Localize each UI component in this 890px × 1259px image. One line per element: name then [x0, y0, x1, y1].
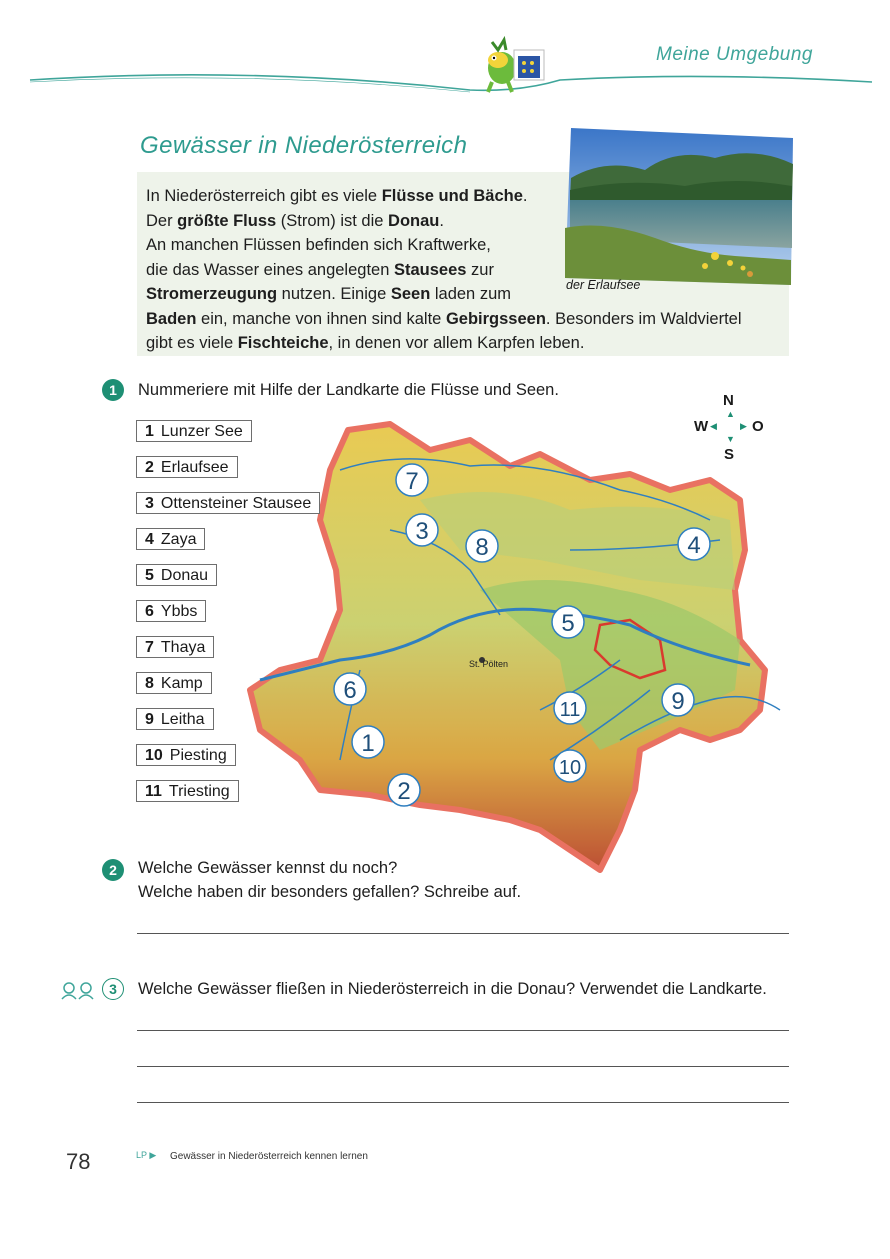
map-circle-10 [554, 750, 586, 782]
answer-line-task3-1[interactable] [137, 1030, 789, 1031]
intro-bold-term: Seen [390, 285, 431, 303]
label-number: 4 [145, 531, 154, 548]
partner-work-icon [60, 981, 96, 1001]
map-circle-3 [406, 514, 438, 546]
intro-bold-term: Fischteiche [237, 334, 329, 352]
label-name: Zaya [160, 531, 197, 548]
task-1-instruction: Nummeriere mit Hilfe der Landkarte die Flüsse und Seen. [138, 381, 559, 399]
page-number: 78 [66, 1149, 91, 1174]
intro-text-segment: ein, manche von ihnen sind kalte [196, 309, 446, 328]
label-box-3 [136, 492, 320, 514]
svg-text:7: 7 [405, 468, 419, 495]
task-2-line-2: Welche haben dir besonders gefallen? Schreibe auf. [138, 883, 522, 901]
svg-text:11: 11 [559, 699, 581, 721]
label-name: Piesting [169, 747, 227, 764]
intro-text [146, 184, 776, 356]
intro-line [146, 233, 776, 258]
task-number-3: 3 [102, 978, 124, 1000]
photo-caption: der Erlaufsee [566, 278, 641, 292]
label-name: Ybbs [160, 603, 198, 620]
intro-text-segment: laden zum [430, 285, 511, 303]
intro-text-segment: (Strom) ist die [276, 211, 389, 230]
answer-line-task2[interactable] [137, 933, 789, 934]
intro-bold-term: Stausees [393, 260, 467, 279]
label-box-10 [136, 744, 236, 766]
intro-bold-term: Gebirgsseen [445, 309, 546, 328]
label-box-2 [136, 456, 238, 478]
label-number: 7 [145, 639, 154, 656]
compass-o: O [752, 418, 764, 435]
label-name: Thaya [160, 639, 206, 656]
answer-line-task3-2[interactable] [137, 1066, 789, 1067]
intro-text-segment: gibt es viele [146, 334, 238, 352]
arrow-right-icon: ▶ [740, 421, 747, 431]
label-number: 1 [145, 423, 154, 440]
svg-text:2: 2 [397, 778, 411, 805]
intro-line [146, 209, 776, 234]
task-2-line-1: Welche Gewässer kennst du noch? [138, 859, 398, 877]
intro-text-segment: Der [146, 211, 178, 230]
compass-w: W [694, 418, 709, 435]
label-box-11 [136, 780, 239, 802]
label-name: Ottensteiner Stausee [160, 495, 312, 512]
label-number: 10 [145, 747, 163, 764]
svg-text:9: 9 [671, 688, 685, 715]
svg-text:10: 10 [558, 757, 582, 779]
page-title: Gewässer in Niederösterreich [140, 132, 468, 159]
label-box-4 [136, 528, 205, 550]
answer-line-task3-3[interactable] [137, 1102, 789, 1103]
task-3-instruction: Welche Gewässer fließen in Niederösterreich in die Donau? Verwendet die Landkarte. [138, 980, 767, 998]
map-circle-8 [466, 530, 498, 562]
map-circle-9 [662, 684, 694, 716]
intro-text-segment: . [522, 187, 528, 205]
svg-text:3: 3 [415, 518, 429, 545]
label-name: Donau [160, 567, 209, 584]
map-circle-11 [554, 692, 586, 724]
compass-s: S [724, 446, 735, 463]
section-title: Meine Umgebung [656, 44, 813, 65]
intro-line [146, 184, 776, 209]
svg-text:5: 5 [561, 610, 575, 637]
arrow-down-icon: ▼ [726, 434, 735, 444]
svg-text:4: 4 [687, 532, 701, 559]
label-box-7 [136, 636, 214, 658]
map-circle-2 [388, 774, 420, 806]
play-icon: ▶ [149, 1150, 157, 1160]
label-number: 6 [145, 603, 154, 620]
intro-line [146, 282, 776, 307]
intro-text-segment: nutzen. Einige [277, 285, 391, 303]
intro-bold-term: Flüsse und Bäche [381, 187, 523, 205]
intro-text-segment: An manchen Flüssen befinden sich Kraftwerke, [146, 236, 491, 254]
map-circle-4 [678, 528, 710, 560]
svg-text:6: 6 [343, 677, 357, 704]
arrow-left-icon: ◀ [710, 421, 717, 431]
map-circle-7 [396, 464, 428, 496]
label-name: Lunzer See [160, 423, 243, 440]
intro-text-segment: . [439, 211, 444, 230]
label-number: 5 [145, 567, 154, 584]
label-box-6 [136, 600, 206, 622]
arrow-up-icon: ▲ [726, 409, 735, 419]
intro-text-segment: , in denen vor allem Karpfen leben. [328, 334, 585, 352]
label-name: Erlaufsee [160, 459, 229, 476]
map-circle-1 [352, 726, 384, 758]
intro-line [146, 258, 776, 283]
task-number-1: 1 [102, 379, 124, 401]
map-circle-5 [552, 606, 584, 638]
intro-text-segment: zur [466, 260, 494, 279]
intro-line [146, 307, 776, 332]
intro-text-segment: die das Wasser eines angelegten [146, 260, 394, 279]
map-circle-6 [334, 673, 366, 705]
svg-text:1: 1 [361, 730, 375, 757]
lp-marker [136, 1150, 156, 1161]
label-box-8 [136, 672, 212, 694]
task-number-2: 2 [102, 859, 124, 881]
intro-bold-term: größte Fluss [177, 211, 277, 230]
dragon-mascot-icon [478, 36, 548, 96]
label-number: 11 [145, 783, 162, 800]
intro-line [146, 331, 776, 356]
label-box-9 [136, 708, 214, 730]
lp-label: LP [136, 1150, 147, 1160]
intro-bold-term: Baden [146, 309, 197, 328]
intro-bold-term: Donau [388, 211, 440, 230]
svg-text:8: 8 [475, 534, 489, 561]
label-name: Leitha [160, 711, 205, 728]
intro-text-segment: . Besonders im Waldviertel [545, 309, 742, 328]
label-number: 2 [145, 459, 154, 476]
label-number: 8 [145, 675, 154, 692]
intro-bold-term: Stromerzeugung [146, 285, 278, 303]
footer-learning-goal: Gewässer in Niederösterreich kennen lernen [170, 1151, 368, 1162]
intro-text-segment: In Niederösterreich gibt es viele [146, 187, 382, 205]
label-number: 9 [145, 711, 154, 728]
map-lower-austria [240, 410, 810, 900]
label-box-5 [136, 564, 217, 586]
label-number: 3 [145, 495, 154, 512]
compass-n: N [723, 392, 734, 409]
label-name: Triesting [168, 783, 230, 800]
st-poelten-label: St. Pölten [469, 659, 509, 669]
label-name: Kamp [160, 675, 203, 692]
label-box-1 [136, 420, 252, 442]
